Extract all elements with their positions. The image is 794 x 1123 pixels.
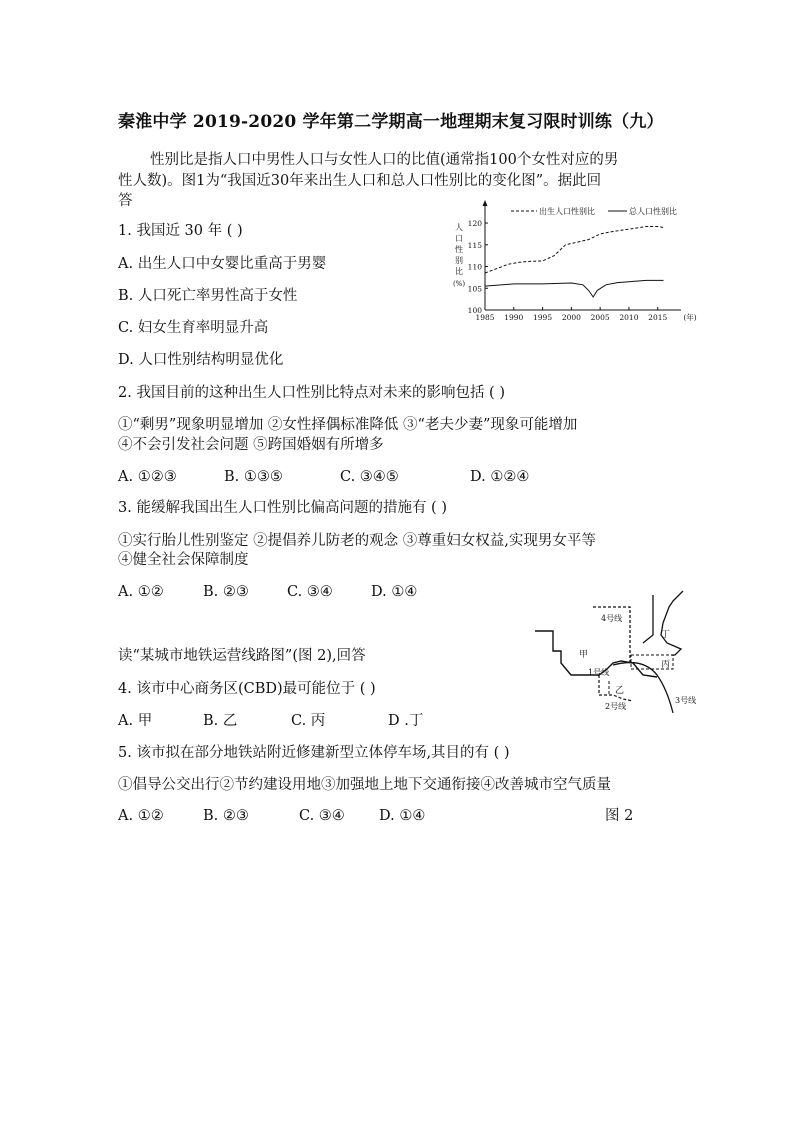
q2-option-a: A. ①②③ [118, 469, 177, 485]
q2-items-line-2: ④不会引发社会问题 ⑤跨国婚姻有所增多 [118, 437, 384, 453]
y-tick-label: 105 [467, 284, 482, 294]
q1-stem: 1. 我国近 30 年 ( ) [118, 223, 243, 239]
x-tick-label: 1985 [475, 313, 495, 322]
label-area-bing: 丙 [661, 660, 671, 670]
q3-stem: 3. 能缓解我国出生人口性别比偏高问题的措施有 ( ) [118, 500, 447, 516]
y-axis-label-unit: (%) [452, 280, 466, 288]
y-axis-label-char: 性 [455, 245, 463, 254]
label-area-yi: 乙 [615, 686, 625, 696]
q3-option-a: A. ①② [118, 584, 164, 600]
q5-option-a: A. ①② [118, 808, 164, 824]
q3-option-b: B. ②③ [203, 584, 249, 600]
q4-option-d: D .丁 [388, 713, 424, 729]
metro-line-branch [643, 595, 653, 643]
intro-line-2: 性人数)。图1为“我国近30年来出生人口和总人口性别比的变化图”。据此回 [118, 173, 602, 189]
label-area-ding: 丁 [661, 630, 671, 640]
y-tick-label: 120 [467, 219, 482, 229]
y-axis-arrow [483, 200, 488, 206]
q1-option-a: A. 出生人口中女婴比重高于男婴 [118, 256, 327, 272]
label-line-2: 2号线 [605, 702, 627, 711]
read-prompt: 读“某城市地铁运营线路图”(图 2),回答 [118, 648, 366, 664]
label-area-jia: 甲 [579, 650, 589, 660]
page-title: 秦淮中学 2019-2020 学年第二学期高一地理期末复习限时训练（九） [118, 112, 664, 132]
q1-option-d: D. 人口性别结构明显优化 [118, 352, 284, 368]
x-tick-label: 1990 [504, 313, 524, 322]
intro-line-1: 性别比是指人口中男性人口与女性人口的比值(通常指100个女性对应的男 [150, 152, 619, 168]
q3-items-line-1: ①实行胎儿性别鉴定 ②提倡养儿防老的观念 ③尊重妇女权益,实现男女平等 [118, 533, 596, 549]
q4-option-c: C. 丙 [291, 713, 326, 729]
y-tick-label: 115 [467, 240, 482, 250]
q4-stem: 4. 该市中心商务区(CBD)最可能位于 ( ) [118, 681, 376, 697]
q2-option-c: C. ③④⑤ [340, 469, 399, 485]
label-line-1: 1号线 [588, 668, 610, 677]
q3-option-d: D. ①④ [371, 584, 418, 600]
y-axis-label-char: 口 [455, 234, 463, 243]
y-axis-label-char: 比 [455, 267, 463, 276]
q2-option-b: B. ①③⑤ [224, 469, 283, 485]
y-axis-label-char: 人 [455, 223, 463, 232]
x-tick-label: 2015 [648, 313, 668, 322]
legend-label-birth: 出生人口性别比 [539, 207, 595, 216]
q1-option-c: C. 妇女生育率明显升高 [118, 320, 269, 336]
figure1-chart [447, 198, 705, 326]
q5-option-b: B. ②③ [203, 808, 249, 824]
q3-option-c: C. ③④ [287, 584, 333, 600]
label-line-3: 3号线 [675, 696, 697, 705]
x-tick-label: 2005 [590, 313, 610, 322]
q4-option-a: A. 甲 [118, 713, 153, 729]
legend-label-total: 总人口性别比 [629, 207, 677, 216]
q4-option-b: B. 乙 [203, 713, 238, 729]
q3-items-line-2: ④健全社会保障制度 [118, 552, 249, 568]
figure2-caption: 图 2 [605, 808, 634, 824]
q5-option-c: C. ③④ [299, 808, 345, 824]
y-axis-label-char: 别 [455, 256, 463, 265]
y-tick-label: 110 [467, 262, 482, 272]
y-tick-label: 100 [467, 306, 482, 315]
q5-stem: 5. 该市拟在部分地铁站附近修建新型立体停车场,其目的有 ( ) [118, 745, 510, 761]
q2-stem: 2. 我国目前的这种出生人口性别比特点对未来的影响包括 ( ) [118, 385, 505, 401]
x-axis-label: (年) [683, 313, 697, 322]
label-line-4: 4号线 [601, 614, 623, 623]
metro-line-3-upper [661, 591, 683, 655]
x-tick-label: 2010 [619, 313, 639, 322]
q2-option-d: D. ①②④ [470, 469, 530, 485]
figure2-metro-map [533, 585, 697, 727]
q5-items-line-1: ①倡导公交出行②节约建设用地③加强地上地下交通衔接④改善城市空气质量 [118, 777, 611, 793]
series-total-sex-ratio-line [485, 280, 664, 297]
q1-option-b: B. 人口死亡率男性高于女性 [118, 288, 298, 304]
x-tick-label: 2000 [561, 313, 581, 322]
q2-items-line-1: ①“剩男”现象明显增加 ②女性择偶标准降低 ③“老夫少妻”现象可能增加 [118, 417, 578, 433]
x-tick-label: 1995 [533, 313, 553, 322]
intro-line-3: 答 [118, 193, 133, 209]
q5-option-d: D. ①④ [379, 808, 426, 824]
series-birth-sex-ratio-line [485, 227, 664, 274]
